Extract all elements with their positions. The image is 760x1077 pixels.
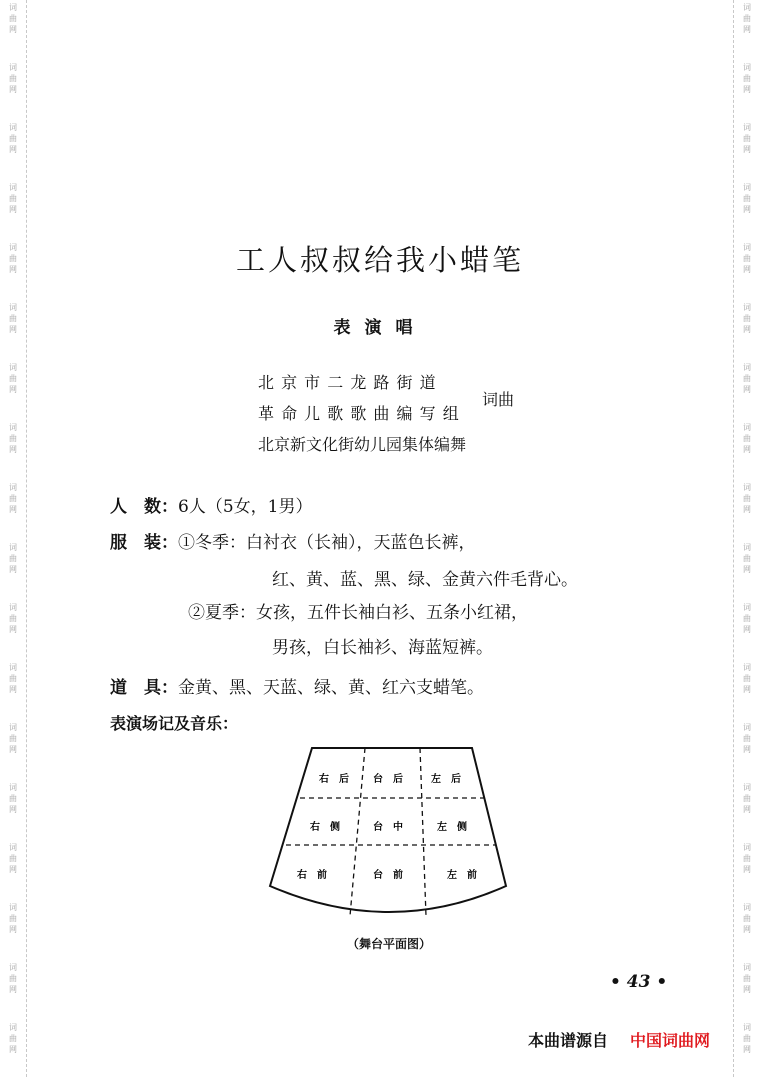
props-value: 金黄、黑、天蓝、绿、黄、红六支蜡笔。	[178, 678, 484, 698]
watermark-char: 词	[743, 543, 751, 552]
watermark-char: 曲	[9, 974, 17, 983]
watermark-char: 词	[9, 423, 17, 432]
watermark-char: 网	[9, 145, 17, 154]
watermark-char: 词	[9, 663, 17, 672]
stage-diagram-caption: （舞台平面图）	[346, 937, 431, 951]
watermark-char: 网	[743, 505, 751, 514]
watermark-char: 网	[9, 565, 17, 574]
watermark-group	[734, 662, 760, 695]
watermark-group	[734, 122, 760, 155]
watermark-char: 网	[9, 1045, 17, 1054]
watermark-char: 网	[743, 85, 751, 94]
watermark-char: 曲	[743, 314, 751, 323]
source-footer	[528, 1028, 710, 1051]
watermark-char: 曲	[743, 674, 751, 683]
watermark-group	[734, 842, 760, 875]
watermark-char: 曲	[9, 1034, 17, 1043]
watermark-group	[734, 962, 760, 995]
watermark-char: 网	[9, 625, 17, 634]
watermark-group	[734, 602, 760, 635]
watermark-group	[734, 362, 760, 395]
watermark-group	[0, 182, 26, 215]
watermark-char: 网	[743, 205, 751, 214]
stage-cell-label: 右 侧	[310, 822, 340, 833]
props-label: 道 具：	[110, 678, 178, 698]
watermark-char: 词	[9, 783, 17, 792]
watermark-char: 网	[743, 985, 751, 994]
watermark-group	[734, 62, 760, 95]
watermark-char: 曲	[9, 194, 17, 203]
watermark-char: 曲	[743, 974, 751, 983]
watermark-char: 曲	[743, 134, 751, 143]
page-number: • 43 •	[610, 972, 668, 992]
watermark-char: 曲	[743, 614, 751, 623]
watermark-char: 网	[743, 1045, 751, 1054]
watermark-char: 网	[743, 385, 751, 394]
watermark-char: 词	[743, 963, 751, 972]
watermark-group	[0, 422, 26, 455]
watermark-group	[0, 842, 26, 875]
watermark-char: 网	[743, 745, 751, 754]
watermark-char: 网	[743, 865, 751, 874]
watermark-char: 曲	[743, 374, 751, 383]
watermark-group	[734, 722, 760, 755]
watermark-char: 词	[9, 543, 17, 552]
costume-line-2: 红、黄、蓝、黑、绿、金黄六件毛背心。	[272, 570, 578, 590]
watermark-char: 词	[743, 903, 751, 912]
watermark-group	[734, 182, 760, 215]
watermark-char: 词	[743, 123, 751, 132]
stage-divider-v2	[420, 748, 426, 916]
watermark-char: 网	[743, 145, 751, 154]
stage-cell-label: 台 前	[373, 870, 403, 881]
watermark-char: 网	[9, 85, 17, 94]
watermark-group	[0, 902, 26, 935]
credit-line-3: 北京新文化街幼儿园集体编舞	[258, 435, 467, 454]
watermark-char: 词	[743, 723, 751, 732]
watermark-char: 词	[743, 663, 751, 672]
watermark-group	[0, 722, 26, 755]
watermark-group	[0, 962, 26, 995]
watermark-group	[0, 62, 26, 95]
watermark-char: 网	[9, 865, 17, 874]
watermark-group	[0, 662, 26, 695]
watermark-char: 词	[9, 483, 17, 492]
watermark-char: 网	[9, 925, 17, 934]
watermark-char: 词	[743, 303, 751, 312]
watermark-char: 网	[9, 445, 17, 454]
people-row	[110, 492, 312, 517]
watermark-char: 曲	[9, 554, 17, 563]
costume-line-4: 男孩，白长袖衫、海蓝短裤。	[272, 638, 493, 658]
watermark-char: 网	[9, 985, 17, 994]
watermark-char: 网	[9, 25, 17, 34]
watermark-group	[0, 122, 26, 155]
watermark-char: 曲	[9, 734, 17, 743]
watermark-char: 词	[743, 63, 751, 72]
watermark-group	[0, 1022, 26, 1055]
watermark-char: 曲	[743, 914, 751, 923]
credit-line-1: 北 京 市 二 龙 路 街 道	[258, 373, 437, 392]
costume-line-3: ②夏季：女孩，五件长袖白衫、五条小红裙，	[188, 603, 528, 623]
credit-role: 词曲	[482, 390, 515, 409]
watermark-char: 网	[9, 745, 17, 754]
source-text: 本曲谱源自	[528, 1031, 609, 1050]
watermark-char: 曲	[9, 674, 17, 683]
watermark-char: 词	[743, 783, 751, 792]
stage-cell-label: 右 后	[319, 774, 349, 785]
watermark-char: 网	[743, 625, 751, 634]
watermark-char: 词	[9, 603, 17, 612]
watermark-char: 词	[9, 3, 17, 12]
song-title: 工人叔叔给我小蜡笔	[235, 243, 524, 277]
watermark-char: 词	[9, 723, 17, 732]
stage-diagram	[260, 738, 520, 923]
watermark-char: 网	[743, 265, 751, 274]
people-value: 6人（5女，1男）	[178, 497, 313, 517]
watermark-char: 网	[9, 325, 17, 334]
site-name[interactable]: 中国词曲网	[630, 1031, 711, 1050]
people-label: 人 数：	[110, 497, 178, 517]
watermark-char: 曲	[9, 494, 17, 503]
watermark-char: 曲	[743, 194, 751, 203]
watermark-char: 词	[743, 423, 751, 432]
watermark-char: 曲	[743, 494, 751, 503]
watermark-char: 网	[743, 25, 751, 34]
stage-divider-v1	[350, 748, 365, 916]
watermark-char: 曲	[743, 1034, 751, 1043]
watermark-group	[0, 2, 26, 35]
watermark-char: 曲	[743, 14, 751, 23]
watermark-group	[0, 542, 26, 575]
stage-cell-label: 左 后	[431, 774, 461, 785]
right-margin-watermark-strip	[733, 0, 760, 1077]
watermark-char: 词	[9, 1023, 17, 1032]
watermark-char: 曲	[743, 74, 751, 83]
costume-row	[110, 528, 476, 553]
watermark-group	[734, 902, 760, 935]
stage-cell-label: 台 中	[373, 822, 403, 833]
watermark-char: 网	[743, 445, 751, 454]
watermark-char: 词	[743, 603, 751, 612]
watermark-char: 词	[9, 963, 17, 972]
watermark-char: 词	[743, 363, 751, 372]
watermark-char: 曲	[9, 314, 17, 323]
watermark-group	[734, 1022, 760, 1055]
watermark-char: 词	[9, 183, 17, 192]
stage-cell-label: 台 后	[373, 774, 403, 785]
watermark-char: 曲	[743, 794, 751, 803]
watermark-char: 曲	[743, 554, 751, 563]
watermark-char: 网	[743, 805, 751, 814]
watermark-char: 网	[743, 685, 751, 694]
watermark-char: 曲	[9, 14, 17, 23]
watermark-char: 网	[743, 565, 751, 574]
watermark-char: 词	[743, 183, 751, 192]
watermark-char: 网	[743, 325, 751, 334]
costume-line-1: ①冬季：白衬衣（长袖），天蓝色长裤，	[178, 533, 476, 553]
watermark-group	[0, 602, 26, 635]
watermark-char: 词	[9, 243, 17, 252]
watermark-char: 词	[743, 843, 751, 852]
watermark-char: 曲	[9, 74, 17, 83]
watermark-char: 曲	[743, 434, 751, 443]
stage-cell-label: 左 侧	[437, 822, 467, 833]
watermark-char: 网	[9, 205, 17, 214]
watermark-group	[734, 2, 760, 35]
watermark-group	[734, 542, 760, 575]
stage-heading: 表演场记及音乐：	[110, 714, 239, 733]
watermark-char: 词	[9, 843, 17, 852]
credit-line-2: 革 命 儿 歌 歌 曲 编 写 组	[258, 404, 460, 423]
watermark-group	[734, 422, 760, 455]
watermark-char: 词	[9, 303, 17, 312]
watermark-char: 词	[9, 363, 17, 372]
stage-cell-label: 右 前	[297, 870, 327, 881]
watermark-char: 网	[9, 265, 17, 274]
watermark-char: 曲	[743, 254, 751, 263]
watermark-char: 词	[9, 903, 17, 912]
watermark-char: 曲	[743, 854, 751, 863]
song-subtitle: 表演唱	[333, 318, 427, 338]
watermark-char: 词	[743, 3, 751, 12]
costume-label: 服 装：	[110, 533, 178, 553]
watermark-char: 曲	[9, 134, 17, 143]
watermark-char: 网	[9, 805, 17, 814]
watermark-char: 词	[743, 243, 751, 252]
watermark-char: 曲	[9, 374, 17, 383]
watermark-group	[734, 782, 760, 815]
watermark-char: 曲	[743, 734, 751, 743]
watermark-char: 曲	[9, 854, 17, 863]
watermark-char: 词	[743, 1023, 751, 1032]
watermark-group	[0, 362, 26, 395]
watermark-char: 网	[743, 925, 751, 934]
watermark-char: 曲	[9, 794, 17, 803]
watermark-group	[734, 482, 760, 515]
watermark-char: 网	[9, 685, 17, 694]
left-margin-watermark-strip	[0, 0, 27, 1077]
watermark-char: 词	[9, 123, 17, 132]
props-row	[110, 673, 484, 698]
watermark-char: 网	[9, 385, 17, 394]
watermark-group	[0, 782, 26, 815]
watermark-char: 词	[743, 483, 751, 492]
stage-diagram-svg	[260, 738, 520, 923]
watermark-char: 词	[9, 63, 17, 72]
stage-cell-label: 左 前	[447, 870, 477, 881]
watermark-char: 曲	[9, 614, 17, 623]
watermark-char: 曲	[9, 914, 17, 923]
watermark-char: 曲	[9, 254, 17, 263]
watermark-char: 曲	[9, 434, 17, 443]
watermark-group	[0, 482, 26, 515]
watermark-char: 网	[9, 505, 17, 514]
